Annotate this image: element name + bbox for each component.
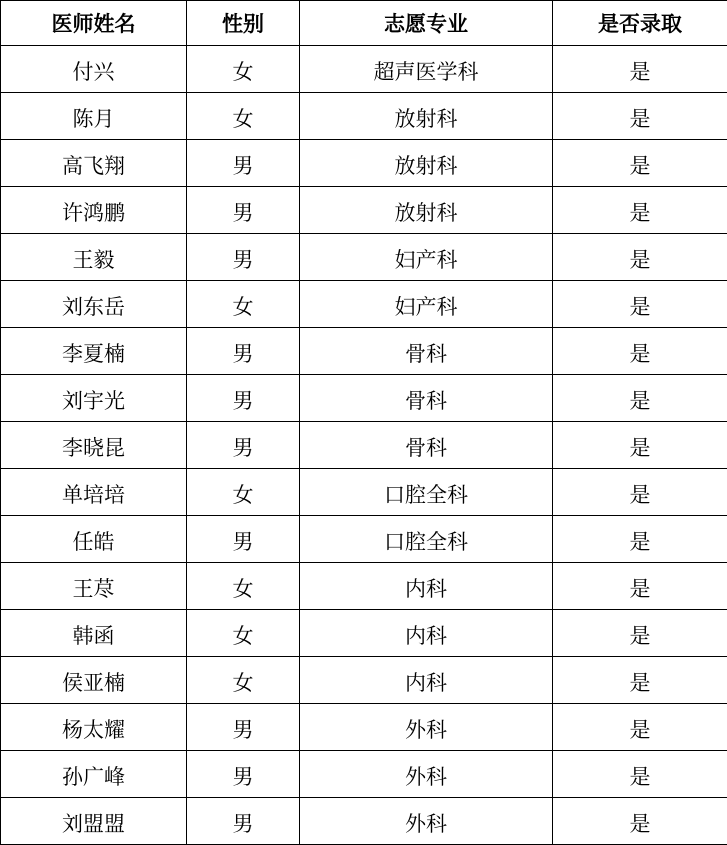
table-row xyxy=(1,610,727,657)
cell-gender: 女 xyxy=(187,563,300,610)
cell-admitted: 是 xyxy=(553,798,727,845)
cell-admitted: 是 xyxy=(553,751,727,798)
table-row xyxy=(1,375,727,422)
cell-admitted: 是 xyxy=(553,140,727,187)
cell-admitted: 是 xyxy=(553,610,727,657)
cell-gender: 女 xyxy=(187,657,300,704)
table-row xyxy=(1,704,727,751)
header-major: 志愿专业 xyxy=(300,1,553,46)
table-row xyxy=(1,328,727,375)
cell-doctor-name: 王荩 xyxy=(1,563,187,610)
table-row xyxy=(1,563,727,610)
cell-major: 口腔全科 xyxy=(300,516,553,563)
cell-gender: 男 xyxy=(187,798,300,845)
cell-major: 放射科 xyxy=(300,140,553,187)
cell-admitted: 是 xyxy=(553,516,727,563)
table-row xyxy=(1,422,727,469)
table-row xyxy=(1,187,727,234)
cell-gender: 女 xyxy=(187,46,300,93)
cell-major: 骨科 xyxy=(300,328,553,375)
table-header-row xyxy=(1,1,727,46)
cell-admitted: 是 xyxy=(553,328,727,375)
cell-gender: 女 xyxy=(187,281,300,328)
cell-doctor-name: 李夏楠 xyxy=(1,328,187,375)
cell-doctor-name: 单培培 xyxy=(1,469,187,516)
cell-admitted: 是 xyxy=(553,657,727,704)
cell-admitted: 是 xyxy=(553,469,727,516)
cell-major: 外科 xyxy=(300,751,553,798)
cell-major: 放射科 xyxy=(300,187,553,234)
cell-major: 口腔全科 xyxy=(300,469,553,516)
cell-gender: 男 xyxy=(187,516,300,563)
cell-admitted: 是 xyxy=(553,46,727,93)
cell-major: 超声医学科 xyxy=(300,46,553,93)
cell-gender: 男 xyxy=(187,234,300,281)
cell-doctor-name: 高飞翔 xyxy=(1,140,187,187)
cell-major: 内科 xyxy=(300,563,553,610)
cell-doctor-name: 刘盟盟 xyxy=(1,798,187,845)
cell-gender: 男 xyxy=(187,422,300,469)
cell-gender: 男 xyxy=(187,140,300,187)
cell-doctor-name: 侯亚楠 xyxy=(1,657,187,704)
cell-gender: 男 xyxy=(187,704,300,751)
cell-doctor-name: 许鸿鹏 xyxy=(1,187,187,234)
table-row xyxy=(1,798,727,845)
cell-doctor-name: 陈月 xyxy=(1,93,187,140)
cell-admitted: 是 xyxy=(553,281,727,328)
cell-doctor-name: 韩函 xyxy=(1,610,187,657)
cell-major: 妇产科 xyxy=(300,281,553,328)
header-admitted: 是否录取 xyxy=(553,1,727,46)
cell-admitted: 是 xyxy=(553,704,727,751)
table-row xyxy=(1,140,727,187)
header-gender: 性别 xyxy=(187,1,300,46)
cell-major: 骨科 xyxy=(300,375,553,422)
cell-admitted: 是 xyxy=(553,563,727,610)
cell-major: 放射科 xyxy=(300,93,553,140)
cell-gender: 男 xyxy=(187,751,300,798)
cell-admitted: 是 xyxy=(553,422,727,469)
table-row xyxy=(1,657,727,704)
cell-major: 外科 xyxy=(300,798,553,845)
cell-admitted: 是 xyxy=(553,187,727,234)
cell-major: 妇产科 xyxy=(300,234,553,281)
table-row xyxy=(1,46,727,93)
cell-doctor-name: 王毅 xyxy=(1,234,187,281)
cell-admitted: 是 xyxy=(553,93,727,140)
cell-doctor-name: 刘东岳 xyxy=(1,281,187,328)
cell-doctor-name: 刘宇光 xyxy=(1,375,187,422)
cell-admitted: 是 xyxy=(553,375,727,422)
cell-major: 骨科 xyxy=(300,422,553,469)
table-row xyxy=(1,234,727,281)
cell-major: 内科 xyxy=(300,657,553,704)
cell-admitted: 是 xyxy=(553,234,727,281)
table-row xyxy=(1,469,727,516)
cell-gender: 女 xyxy=(187,93,300,140)
cell-gender: 男 xyxy=(187,328,300,375)
header-doctor-name: 医师姓名 xyxy=(1,1,187,46)
table-row xyxy=(1,751,727,798)
cell-gender: 男 xyxy=(187,187,300,234)
table-row xyxy=(1,281,727,328)
cell-gender: 女 xyxy=(187,610,300,657)
cell-major: 内科 xyxy=(300,610,553,657)
cell-gender: 男 xyxy=(187,375,300,422)
table-row xyxy=(1,93,727,140)
table-body xyxy=(1,46,727,845)
cell-doctor-name: 任皓 xyxy=(1,516,187,563)
cell-doctor-name: 杨太耀 xyxy=(1,704,187,751)
cell-doctor-name: 孙广峰 xyxy=(1,751,187,798)
table-row xyxy=(1,516,727,563)
cell-major: 外科 xyxy=(300,704,553,751)
cell-doctor-name: 付兴 xyxy=(1,46,187,93)
cell-doctor-name: 李晓昆 xyxy=(1,422,187,469)
cell-gender: 女 xyxy=(187,469,300,516)
